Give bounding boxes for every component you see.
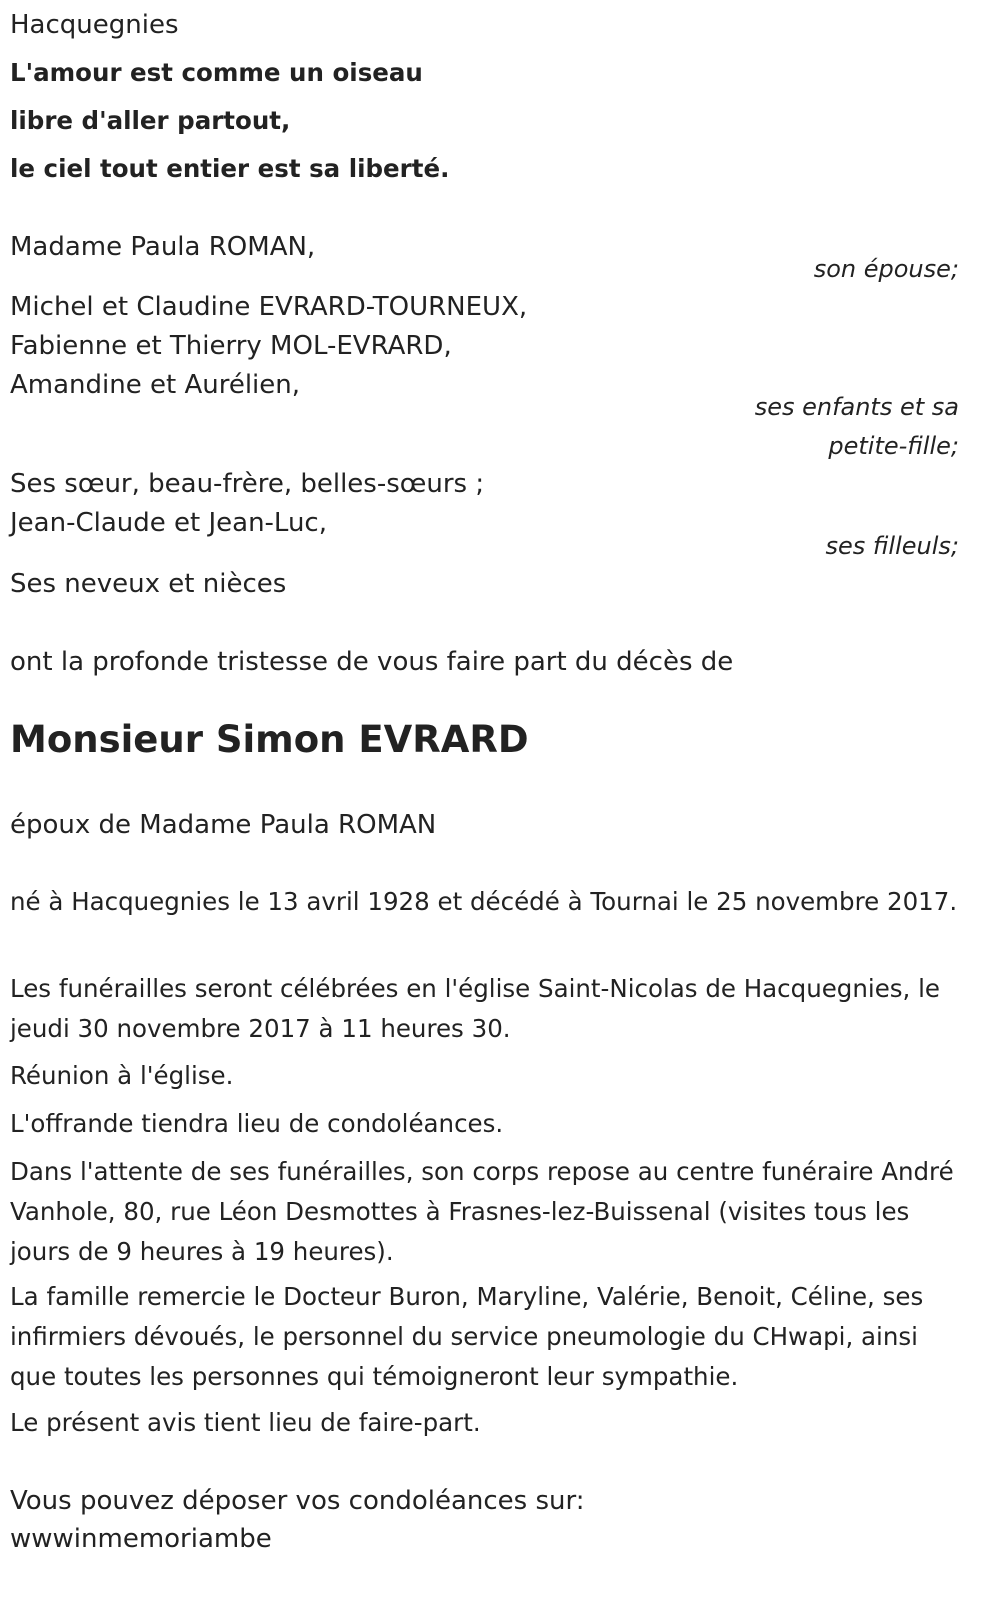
godchildren-relation: ses filleuls; xyxy=(825,532,959,560)
thanks-paragraph: La famille remercie le Docteur Buron, Maryline, Valérie, Benoit, Céline, ses infirmiers dévoués, le personnel du service pneumologie du CHwapi, ainsi que toutes les personnes qui témoigneront leur sympathie. xyxy=(10,1282,924,1391)
rest-paragraph: Dans l'attente de ses funérailles, son corps repose au centre funéraire André Vanhole, 80, rue Léon Desmottes à Frasnes-lez-Buissenal (visites tous les jours de 9 heures à 19 heures). xyxy=(10,1157,954,1266)
children-relation-line-1: ses enfants et sa xyxy=(754,393,959,421)
notice-paragraph: Le présent avis tient lieu de faire-part. xyxy=(10,1408,481,1437)
funeral-paragraph: Les funérailles seront célébrées en l'église Saint-Nicolas de Hacquegnies, le jeudi 30 novembre 2017 à 11 heures 30. xyxy=(10,974,940,1043)
meeting-paragraph: Réunion à l'église. xyxy=(10,1061,234,1090)
children-line-3: Amandine et Aurélien, xyxy=(10,370,301,400)
deceased-name: Monsieur Simon EVRARD xyxy=(10,718,529,761)
poem-line-3: le ciel tout entier est sa liberté. xyxy=(10,154,450,183)
spouse-relation: son épouse; xyxy=(813,255,959,283)
siblings-line-2: Jean-Claude et Jean-Luc, xyxy=(10,508,327,538)
birth-death-paragraph: né à Hacquegnies le 13 avril 1928 et décédé à Tournai le 25 novembre 2017. xyxy=(10,887,958,916)
children-line-1: Michel et Claudine EVRARD-TOURNEUX, xyxy=(10,292,528,322)
nephews-line: Ses neveux et nièces xyxy=(10,569,287,599)
spouse-of-line: époux de Madame Paula ROMAN xyxy=(10,810,437,840)
place-heading: Hacquegnies xyxy=(10,10,179,40)
condolences-website[interactable]: wwwinmemoriambe xyxy=(10,1524,272,1554)
siblings-line-1: Ses sœur, beau-frère, belles-sœurs ; xyxy=(10,469,485,499)
announcement-line: ont la profonde tristesse de vous faire part du décès de xyxy=(10,647,734,677)
spouse-name: Madame Paula ROMAN, xyxy=(10,232,316,262)
children-relation-line-2: petite-fille; xyxy=(828,432,959,460)
poem-line-2: libre d'aller partout, xyxy=(10,106,291,135)
children-line-2: Fabienne et Thierry MOL-EVRARD, xyxy=(10,331,452,361)
offering-paragraph: L'offrande tiendra lieu de condoléances. xyxy=(10,1109,504,1138)
condolences-label: Vous pouvez déposer vos condoléances sur: xyxy=(10,1486,585,1516)
poem-line-1: L'amour est comme un oiseau xyxy=(10,58,423,87)
